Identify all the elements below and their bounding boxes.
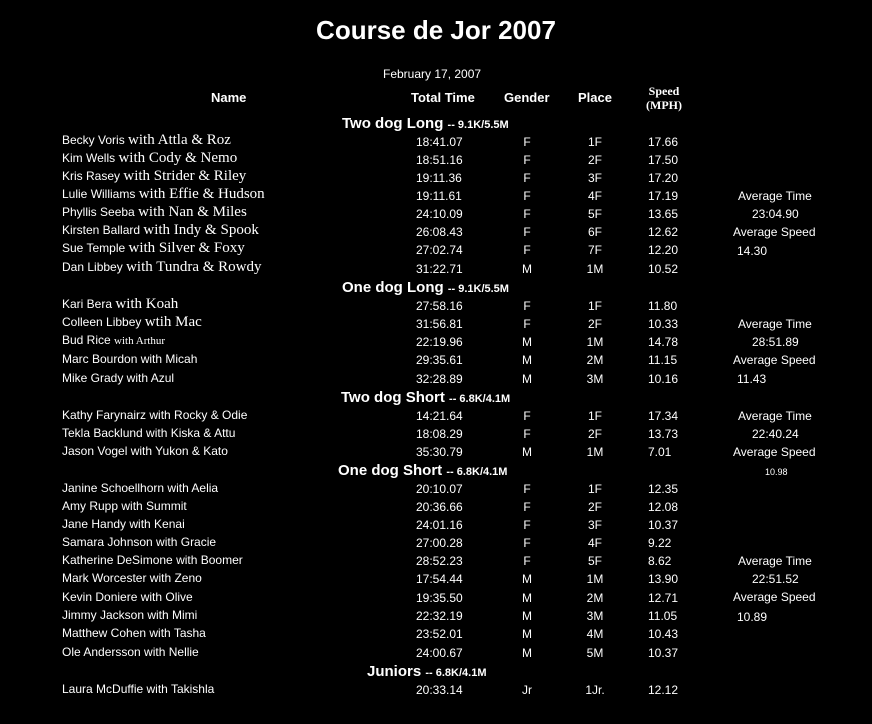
gender-cell: M xyxy=(522,353,532,367)
place-cell: 3M xyxy=(586,372,604,386)
entrant-name xyxy=(62,223,259,237)
total-time-cell: 20:36.66 xyxy=(416,500,463,514)
place-cell: 1M xyxy=(586,335,604,349)
runner-name: Phyllis Seeba xyxy=(62,205,135,219)
entrant-name xyxy=(62,315,202,329)
section-header xyxy=(342,279,509,296)
section-title: One dog Long xyxy=(342,279,448,296)
average-speed-label: Average Speed xyxy=(733,353,816,367)
runner-name: Sue Temple xyxy=(62,241,126,255)
speed-cell: 17.50 xyxy=(648,153,679,167)
average-time-value: 28:51.89 xyxy=(752,335,799,349)
speed-cell: 10.52 xyxy=(648,262,679,276)
total-time-cell: 17:54.44 xyxy=(416,572,463,586)
entrant-name: Mark Worcester with Zeno xyxy=(62,571,202,585)
entrant-name: Jason Vogel with Yukon & Kato xyxy=(62,444,228,458)
place-cell: 1F xyxy=(587,135,602,149)
total-time-cell: 19:11.61 xyxy=(416,189,462,203)
gender-cell: F xyxy=(523,500,531,514)
speed-cell: 12.12 xyxy=(648,683,679,697)
place-cell: 3F xyxy=(587,171,602,185)
place-cell: 2F xyxy=(587,500,602,514)
total-time-cell: 19:35.50 xyxy=(416,591,463,605)
speed-cell: 17.20 xyxy=(648,171,679,185)
place-cell: 2F xyxy=(587,153,602,167)
entrant-name xyxy=(62,133,231,147)
place-cell: 4M xyxy=(586,627,604,641)
total-time-cell: 27:58.16 xyxy=(416,299,463,313)
total-time-cell: 19:11.36 xyxy=(416,171,462,185)
gender-cell: F xyxy=(523,427,531,441)
runner-name: Dan Libbey xyxy=(62,260,123,274)
gender-cell: F xyxy=(523,518,531,532)
average-speed-label: Average Speed xyxy=(733,445,816,459)
gender-cell: F xyxy=(523,153,531,167)
total-time-cell: 28:52.23 xyxy=(416,554,463,568)
runner-name: Becky Voris xyxy=(62,133,125,147)
total-time-cell: 31:22.71 xyxy=(416,262,463,276)
entrant-name xyxy=(62,297,178,311)
total-time-cell: 27:02.74 xyxy=(416,243,463,257)
gender-cell: Jr xyxy=(522,683,532,697)
gender-cell: F xyxy=(523,243,531,257)
runner-name: Colleen Libbey xyxy=(62,315,142,329)
average-time-label: Average Time xyxy=(738,409,812,423)
section-distance: -- 9.1K/5.5M xyxy=(447,119,509,131)
section-distance: -- 6.8K/4.1M xyxy=(449,393,511,405)
section-header xyxy=(342,115,509,132)
column-header-total-time: Total Time xyxy=(411,90,475,105)
place-cell: 5F xyxy=(587,207,602,221)
gender-cell: M xyxy=(522,372,532,386)
section-header xyxy=(367,663,487,680)
entrant-name xyxy=(62,187,265,201)
section-title: Juniors xyxy=(367,663,426,680)
gender-cell: M xyxy=(522,591,532,605)
section-header xyxy=(341,389,510,406)
average-speed-label: Average Speed xyxy=(733,225,816,239)
dog-names: with Effie & Hudson xyxy=(138,186,265,202)
dog-names: with Nan & Miles xyxy=(138,204,247,220)
dog-names: with Cody & Nemo xyxy=(118,150,238,166)
speed-cell: 11.05 xyxy=(648,609,678,623)
place-cell: 2F xyxy=(587,317,602,331)
dog-names: wtih Mac xyxy=(144,314,202,330)
column-header-place: Place xyxy=(578,90,612,105)
average-speed-value: 10.89 xyxy=(737,610,768,624)
place-cell: 1Jr. xyxy=(585,683,605,697)
place-cell: 1M xyxy=(586,262,604,276)
gender-cell: M xyxy=(522,572,532,586)
speed-cell: 11.15 xyxy=(648,353,678,367)
speed-cell: 7.01 xyxy=(648,445,672,459)
average-time-label: Average Time xyxy=(738,317,812,331)
total-time-cell: 23:52.01 xyxy=(416,627,463,641)
speed-cell: 17.19 xyxy=(648,189,679,203)
place-cell: 2M xyxy=(586,591,604,605)
dog-names: with Tundra & Rowdy xyxy=(126,259,262,275)
gender-cell: F xyxy=(523,189,531,203)
dog-names: with Koah xyxy=(115,296,179,312)
entrant-name: Kevin Doniere with Olive xyxy=(62,590,193,604)
entrant-name xyxy=(62,333,165,348)
gender-cell: M xyxy=(522,627,532,641)
total-time-cell: 18:08.29 xyxy=(416,427,463,441)
total-time-cell: 24:10.09 xyxy=(416,207,463,221)
dog-names: with Attla & Roz xyxy=(128,132,231,148)
column-header-speed-line1: Speed xyxy=(648,84,680,98)
total-time-cell: 24:00.67 xyxy=(416,646,463,660)
average-time-label: Average Time xyxy=(738,554,812,568)
gender-cell: F xyxy=(523,409,531,423)
dog-names: with Indy & Spook xyxy=(143,222,259,238)
section-distance: -- 6.8K/4.1M xyxy=(425,667,487,679)
place-cell: 7F xyxy=(587,243,602,257)
total-time-cell: 35:30.79 xyxy=(416,445,463,459)
entrant-name xyxy=(62,169,246,183)
entrant-name: Jimmy Jackson with Mimi xyxy=(62,608,198,622)
gender-cell: M xyxy=(522,646,532,660)
entrant-name: Kathy Farynairz with Rocky & Odie xyxy=(62,408,248,422)
gender-cell: F xyxy=(523,554,531,568)
entrant-name: Marc Bourdon with Micah xyxy=(62,352,198,366)
entrant-name: Matthew Cohen with Tasha xyxy=(62,626,206,640)
speed-cell: 17.66 xyxy=(648,135,679,149)
runner-name: Kirsten Ballard xyxy=(62,223,141,237)
entrant-name: Tekla Backlund with Kiska & Attu xyxy=(62,426,236,440)
total-time-cell: 22:19.96 xyxy=(416,335,463,349)
gender-cell: M xyxy=(522,262,532,276)
speed-cell: 12.20 xyxy=(648,243,679,257)
entrant-name xyxy=(62,241,245,255)
column-header-gender: Gender xyxy=(504,90,550,105)
entrant-name xyxy=(62,205,247,219)
gender-cell: M xyxy=(522,609,532,623)
gender-cell: F xyxy=(523,482,531,496)
speed-cell: 13.73 xyxy=(648,427,679,441)
runner-name: Lulie Williams xyxy=(62,187,136,201)
total-time-cell: 18:41.07 xyxy=(416,135,463,149)
place-cell: 3F xyxy=(587,518,602,532)
average-speed-value: 10.98 xyxy=(765,467,788,477)
place-cell: 5M xyxy=(586,646,604,660)
place-cell: 1F xyxy=(587,299,602,313)
gender-cell: M xyxy=(522,335,532,349)
place-cell: 5F xyxy=(587,554,602,568)
total-time-cell: 31:56.81 xyxy=(416,317,463,331)
total-time-cell: 20:33.14 xyxy=(416,683,463,697)
speed-cell: 14.78 xyxy=(648,335,679,349)
entrant-name: Mike Grady with Azul xyxy=(62,371,175,385)
average-time-value: 22:40.24 xyxy=(752,427,799,441)
total-time-cell: 22:32.19 xyxy=(416,609,463,623)
runner-name: Bud Rice xyxy=(62,333,111,347)
average-speed-value: 11.43 xyxy=(737,372,767,386)
speed-cell: 13.65 xyxy=(648,207,679,221)
column-header-speed-line2: (MPH) xyxy=(646,98,682,112)
average-speed-value: 14.30 xyxy=(737,244,768,258)
entrant-name: Jane Handy with Kenai xyxy=(62,517,185,531)
average-time-value: 22:51.52 xyxy=(752,572,799,586)
place-cell: 3M xyxy=(586,609,604,623)
place-cell: 1M xyxy=(586,445,604,459)
runner-name: Kim Wells xyxy=(62,151,116,165)
speed-cell: 10.37 xyxy=(648,646,679,660)
column-header-name: Name xyxy=(211,90,247,105)
dog-names: with Strider & Riley xyxy=(123,168,247,184)
total-time-cell: 32:28.89 xyxy=(416,372,463,386)
section-distance: -- 6.8K/4.1M xyxy=(446,466,508,478)
gender-cell: F xyxy=(523,207,531,221)
speed-cell: 8.62 xyxy=(648,554,672,568)
total-time-cell: 26:08.43 xyxy=(416,225,463,239)
section-header xyxy=(338,462,507,479)
average-speed-label: Average Speed xyxy=(733,590,816,604)
total-time-cell: 20:10.07 xyxy=(416,482,463,496)
entrant-name: Katherine DeSimone with Boomer xyxy=(62,553,243,567)
entrant-name: Laura McDuffie with Takishla xyxy=(62,682,215,696)
place-cell: 1F xyxy=(587,409,602,423)
speed-cell: 10.33 xyxy=(648,317,679,331)
place-cell: 1M xyxy=(586,572,604,586)
section-distance: -- 9.1K/5.5M xyxy=(447,283,509,295)
speed-cell: 11.80 xyxy=(648,299,678,313)
gender-cell: F xyxy=(523,536,531,550)
place-cell: 2M xyxy=(586,353,604,367)
page-title: Course de Jor 2007 xyxy=(316,15,556,45)
entrant-name: Ole Andersson with Nellie xyxy=(62,645,199,659)
dog-names: with Silver & Foxy xyxy=(128,240,245,256)
total-time-cell: 29:35.61 xyxy=(416,353,463,367)
place-cell: 4F xyxy=(587,189,602,203)
entrant-name: Amy Rupp with Summit xyxy=(62,499,187,513)
place-cell: 2F xyxy=(587,427,602,441)
speed-cell: 12.35 xyxy=(648,482,679,496)
entrant-name: Samara Johnson with Gracie xyxy=(62,535,217,549)
gender-cell: F xyxy=(523,299,531,313)
column-header-speed xyxy=(639,84,689,112)
speed-cell: 10.16 xyxy=(648,372,679,386)
speed-cell: 12.08 xyxy=(648,500,679,514)
event-date: February 17, 2007 xyxy=(383,67,482,81)
gender-cell: M xyxy=(522,445,532,459)
speed-cell: 13.90 xyxy=(648,572,679,586)
runner-name: Kris Rasey xyxy=(62,169,121,183)
speed-cell: 9.22 xyxy=(648,536,672,550)
gender-cell: F xyxy=(523,135,531,149)
gender-cell: F xyxy=(523,171,531,185)
average-time-label: Average Time xyxy=(738,189,812,203)
speed-cell: 12.62 xyxy=(648,225,679,239)
speed-cell: 10.43 xyxy=(648,627,679,641)
dog-names: with Arthur xyxy=(114,335,166,347)
entrant-name xyxy=(62,260,262,274)
section-title: Two dog Long xyxy=(342,115,448,132)
gender-cell: F xyxy=(523,225,531,239)
entrant-name: Janine Schoellhorn with Aelia xyxy=(62,481,219,495)
total-time-cell: 24:01.16 xyxy=(416,518,463,532)
place-cell: 1F xyxy=(587,482,602,496)
speed-cell: 12.71 xyxy=(648,591,679,605)
entrant-name xyxy=(62,151,237,165)
speed-cell: 17.34 xyxy=(648,409,679,423)
total-time-cell: 14:21.64 xyxy=(416,409,463,423)
total-time-cell: 27:00.28 xyxy=(416,536,463,550)
runner-name: Kari Bera xyxy=(62,297,113,311)
gender-cell: F xyxy=(523,317,531,331)
place-cell: 6F xyxy=(587,225,602,239)
average-time-value: 23:04.90 xyxy=(752,207,799,221)
place-cell: 4F xyxy=(587,536,602,550)
speed-cell: 10.37 xyxy=(648,518,679,532)
section-title: One dog Short xyxy=(338,462,447,479)
total-time-cell: 18:51.16 xyxy=(416,153,463,167)
section-title: Two dog Short xyxy=(341,389,450,406)
